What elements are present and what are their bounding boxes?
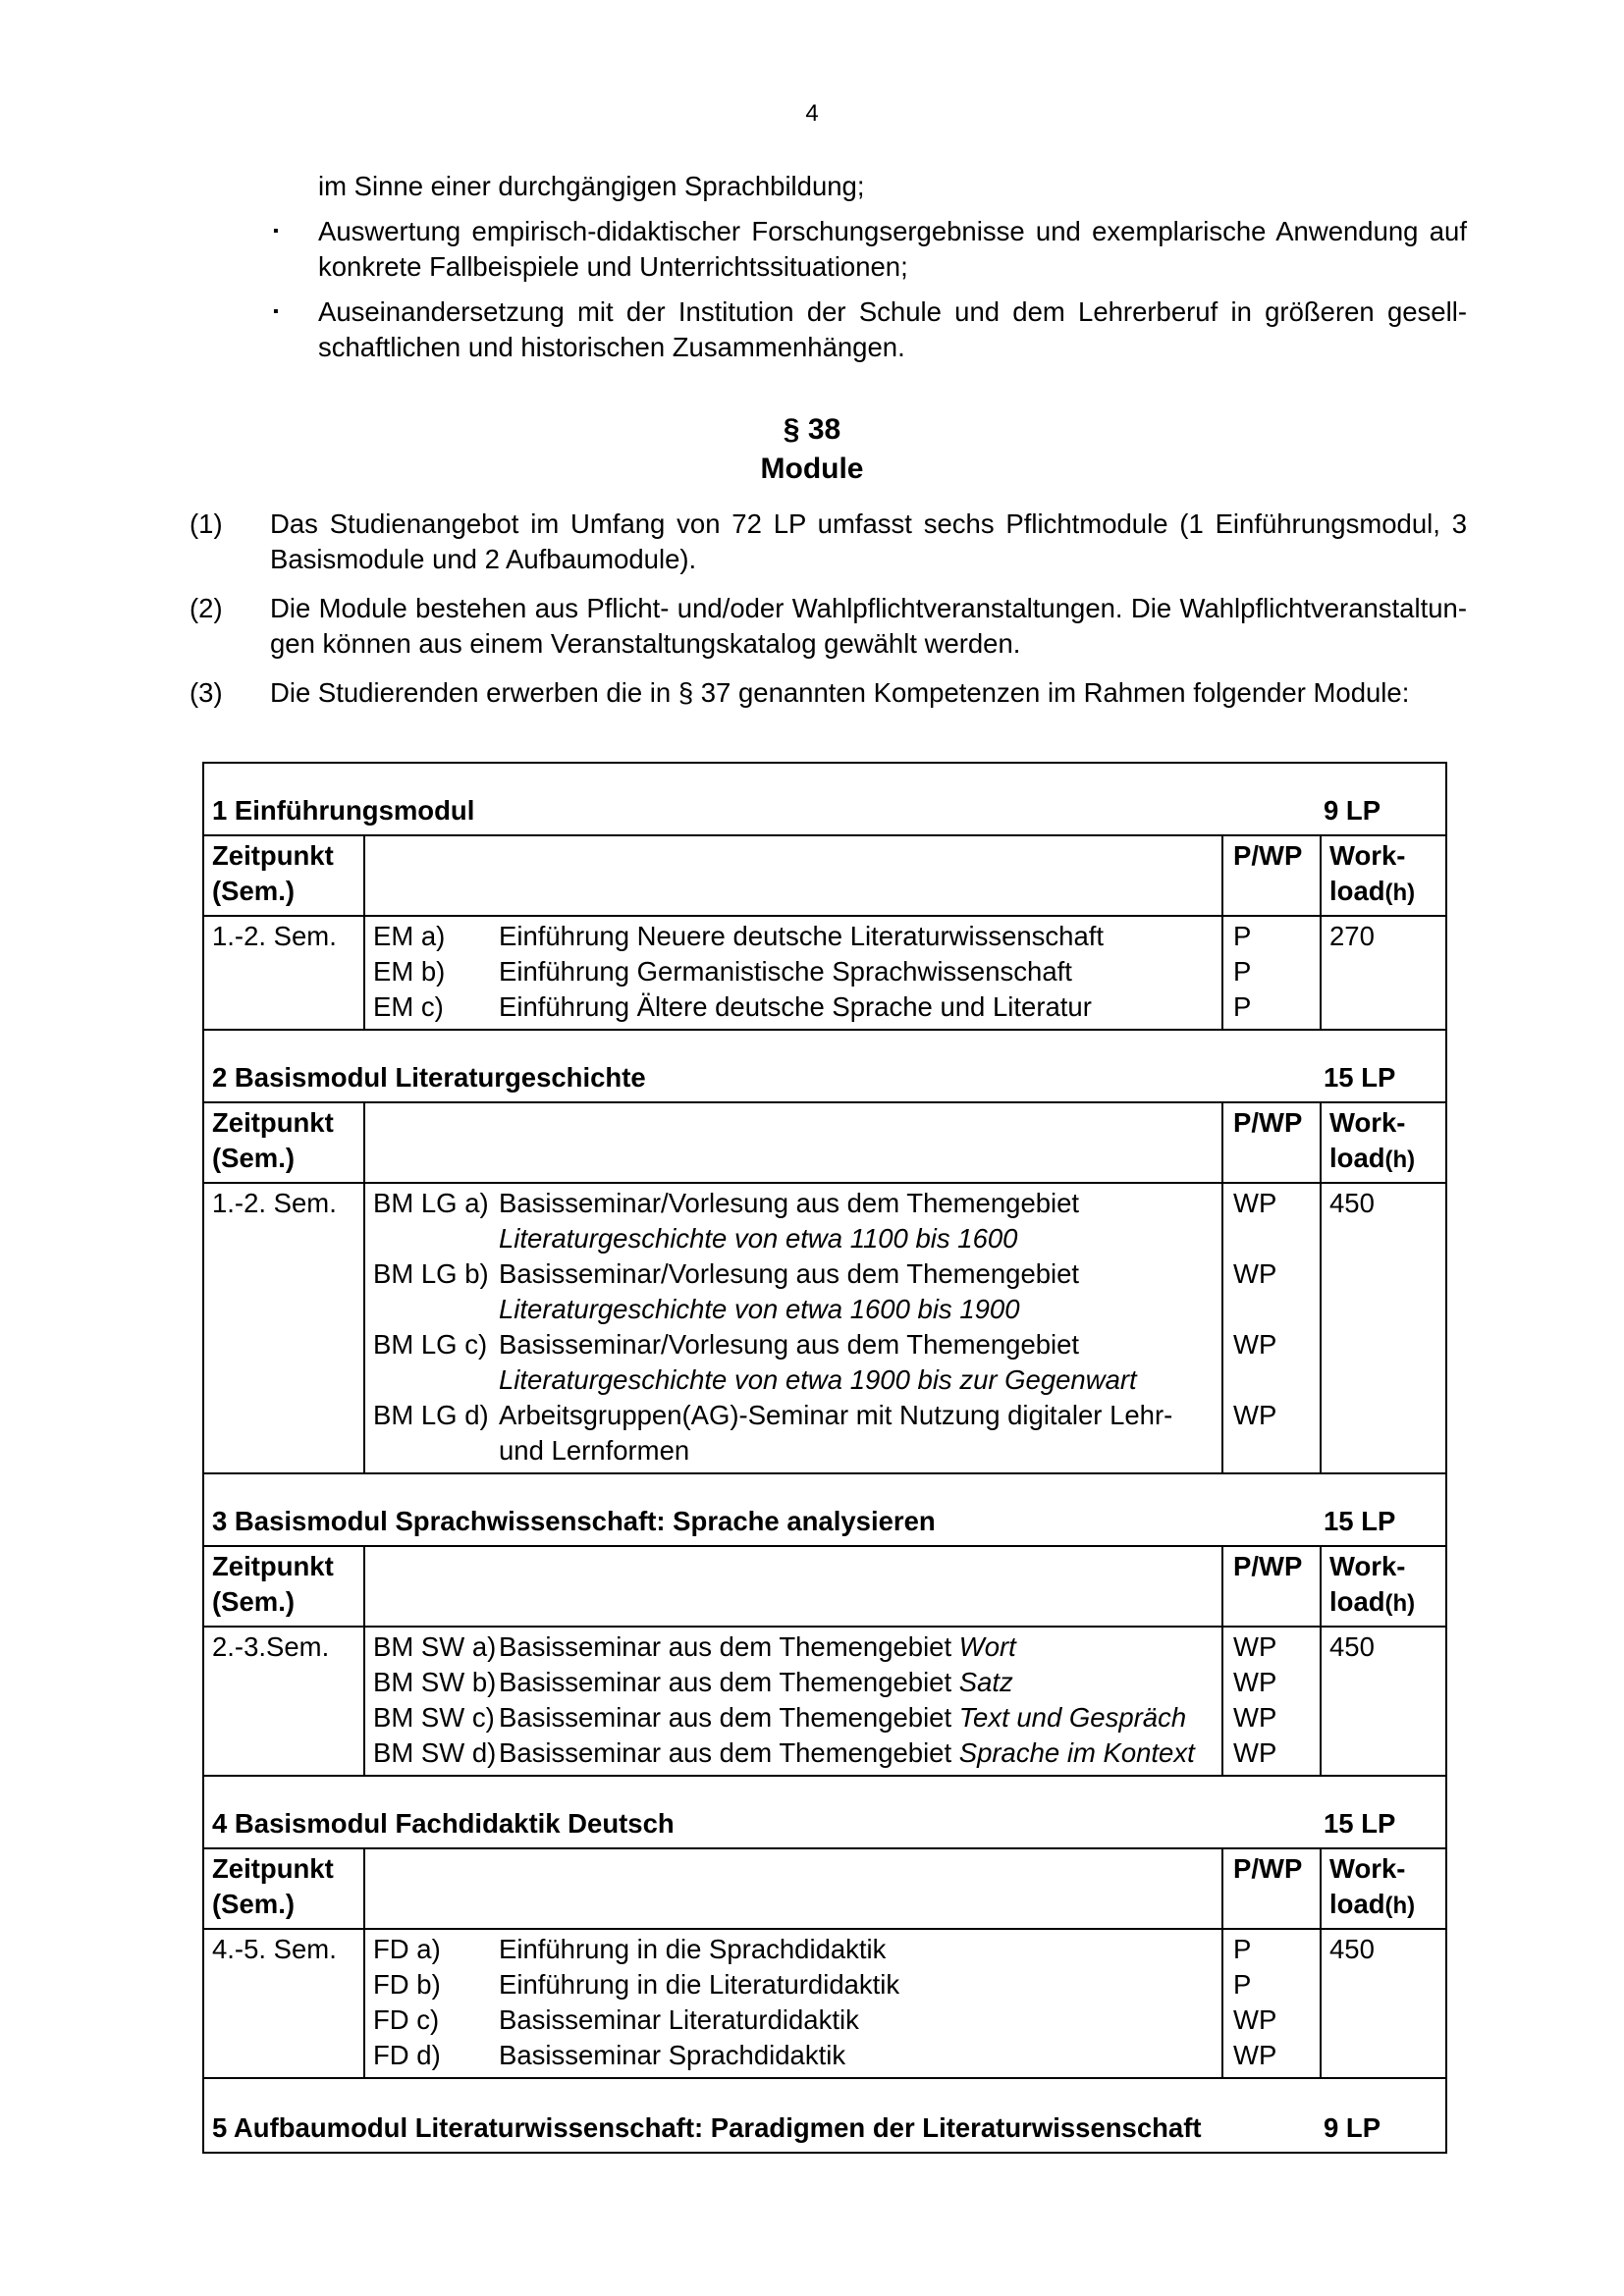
module-body-row — [204, 1930, 1445, 2077]
course-item — [373, 1665, 1214, 1700]
course-desc: Basisseminar aus dem Themengebiet — [499, 1737, 959, 1768]
paragraph-text: Das Studienangebot im Umfang von 72 LP umfasst sechs Pflichtmodule (1 Einführungsmodul, 3 Basismodule und 2 Aufbaumodule). — [270, 508, 1467, 574]
course-code: BM SW d) — [373, 1737, 497, 1768]
module-body-row — [204, 1184, 1445, 1472]
pwp-value: WP — [1233, 1737, 1277, 1768]
paragraph — [189, 591, 1467, 662]
module-title: 3 Basismodul Sprachwissenschaft: Sprache analysieren — [212, 1506, 936, 1536]
course-desc: Arbeitsgruppen(AG)-Seminar mit Nutzung digitaler Lehr- — [499, 1400, 1173, 1430]
course-desc: Basisseminar aus dem Themengebiet — [499, 1631, 959, 1662]
header-sem: (Sem.) — [212, 1889, 296, 1919]
course-code: BM LG c) — [373, 1329, 488, 1360]
pwp-cell — [1223, 917, 1322, 1029]
column-header-time — [204, 1103, 365, 1182]
course-item — [373, 2002, 1214, 2038]
column-header-row — [204, 1547, 1445, 1628]
pwp-value: WP — [1233, 1329, 1277, 1360]
section-heading — [0, 410, 1624, 489]
column-header-time — [204, 1849, 365, 1928]
header-work: Work- — [1329, 1853, 1406, 1884]
header-work: Work- — [1329, 840, 1406, 871]
module-header — [204, 2077, 1445, 2152]
course-desc: Einführung in die Sprachdidaktik — [499, 1934, 887, 1964]
bullet-text: Auswertung empirisch-didaktischer Forschungsergebnisse und exemplarische Anwendung auf konkrete Fallbeispiele und Unterrichtssituationen; — [318, 216, 1467, 282]
course-item — [373, 1735, 1214, 1771]
paragraph-number: (1) — [189, 508, 223, 539]
pwp-value: P — [1233, 991, 1252, 1022]
section-title: Module — [760, 453, 864, 485]
course-period: Literaturgeschichte von etwa 1900 bis zur Gegenwart — [499, 1364, 1137, 1395]
module-credits: 15 LP — [1324, 1062, 1396, 1093]
course-code: BM LG a) — [373, 1188, 489, 1218]
column-header-pwp: P/WP — [1223, 836, 1322, 915]
module-title: 4 Basismodul Fachdidaktik Deutsch — [212, 1808, 675, 1839]
course-period: Literaturgeschichte von etwa 1100 bis 1600 — [499, 1223, 1018, 1254]
column-header-workload — [1322, 836, 1445, 915]
course-item — [373, 1186, 1214, 1256]
continuation-line: im Sinne einer durchgängigen Sprachbildung; — [318, 171, 865, 201]
module-title: 2 Basismodul Literaturgeschichte — [212, 1062, 646, 1093]
header-zeitpunkt: Zeitpunkt — [212, 1551, 334, 1581]
header-h: (h) — [1384, 1147, 1416, 1173]
pwp-value: WP — [1233, 1702, 1277, 1733]
course-desc: Basisseminar Literaturdidaktik — [499, 2004, 859, 2035]
header-work: Work- — [1329, 1551, 1406, 1581]
course-code: FD b) — [373, 1969, 441, 2000]
module-title: 1 Einführungsmodul — [212, 795, 475, 826]
column-header-course — [365, 1547, 1223, 1626]
course-item — [373, 989, 1214, 1025]
paragraph-text: Die Module bestehen aus Pflicht- und/oder Wahlpflichtveranstaltungen. Die Wahlpflichtveranstaltungen können aus einem Veranstaltungskatalog gewählt werden. — [270, 593, 1467, 659]
module-credits: 9 LP — [1324, 795, 1381, 826]
module-credits: 15 LP — [1324, 1808, 1396, 1839]
course-code: EM b) — [373, 956, 446, 987]
pwp-value: P — [1233, 1969, 1252, 2000]
course-cell — [365, 917, 1223, 1029]
header-h: (h) — [1384, 1893, 1416, 1919]
page-number: 4 — [805, 100, 819, 127]
paragraph-number: (3) — [189, 677, 223, 708]
course-code: BM LG b) — [373, 1258, 489, 1289]
course-cell — [365, 1628, 1223, 1775]
course-cell — [365, 1184, 1223, 1472]
course-code: BM SW c) — [373, 1702, 495, 1733]
workload-cell: 450 — [1329, 1188, 1375, 1218]
column-header-row — [204, 1103, 1445, 1184]
module-body-row — [204, 917, 1445, 1029]
column-header-time — [204, 1547, 365, 1626]
semester-cell: 4.-5. Sem. — [204, 1930, 365, 2077]
course-period: Literaturgeschichte von etwa 1600 bis 1900 — [499, 1294, 1020, 1324]
semester-cell: 1.-2. Sem. — [204, 917, 365, 1029]
pwp-value: WP — [1233, 1258, 1277, 1289]
course-topic: Wort — [958, 1631, 1016, 1662]
course-desc: Basisseminar/Vorlesung aus dem Themengebiet — [499, 1188, 1080, 1218]
header-work: Work- — [1329, 1107, 1406, 1138]
course-item — [373, 1256, 1214, 1327]
pwp-value: P — [1233, 1934, 1252, 1964]
pwp-value: WP — [1233, 1188, 1277, 1218]
course-desc: Basisseminar Sprachdidaktik — [499, 2040, 846, 2070]
course-desc-cont: und Lernformen — [499, 1435, 690, 1466]
paragraph-number: (2) — [189, 593, 223, 623]
course-item — [373, 1398, 1214, 1468]
pwp-cell — [1223, 1184, 1322, 1472]
course-item — [373, 919, 1214, 954]
course-code: FD d) — [373, 2040, 441, 2070]
module-table — [202, 762, 1447, 2154]
course-topic: Text und Gespräch — [958, 1702, 1187, 1733]
course-code: FD a) — [373, 1934, 441, 1964]
header-load: load — [1329, 1889, 1385, 1919]
column-header-pwp: P/WP — [1223, 1547, 1322, 1626]
intro-text — [265, 169, 1467, 365]
module-header — [204, 764, 1445, 836]
header-sem: (Sem.) — [212, 876, 296, 906]
header-zeitpunkt: Zeitpunkt — [212, 1107, 334, 1138]
bullet-item — [265, 214, 1467, 285]
course-code: BM LG d) — [373, 1400, 489, 1430]
bullet-icon: ▪ — [273, 303, 279, 320]
pwp-value: P — [1233, 956, 1252, 987]
column-header-course — [365, 1103, 1223, 1182]
course-item — [373, 1700, 1214, 1735]
module-header — [204, 1029, 1445, 1103]
course-code: EM c) — [373, 991, 444, 1022]
course-cell — [365, 1930, 1223, 2077]
workload-cell: 450 — [1329, 1934, 1375, 1964]
column-header-pwp: P/WP — [1223, 1103, 1322, 1182]
module-body-row — [204, 1628, 1445, 1775]
workload-cell: 450 — [1329, 1631, 1375, 1662]
column-header-row — [204, 836, 1445, 917]
course-code: BM SW a) — [373, 1631, 497, 1662]
paragraph-list — [189, 507, 1467, 724]
course-desc: Basisseminar/Vorlesung aus dem Themengebiet — [499, 1329, 1080, 1360]
header-zeitpunkt: Zeitpunkt — [212, 840, 334, 871]
course-code: FD c) — [373, 2004, 440, 2035]
header-sem: (Sem.) — [212, 1586, 296, 1617]
pwp-value: WP — [1233, 1400, 1277, 1430]
course-item — [373, 1932, 1214, 1967]
header-load: load — [1329, 876, 1385, 906]
course-code: EM a) — [373, 921, 446, 951]
course-item — [373, 2038, 1214, 2073]
course-code: BM SW b) — [373, 1667, 497, 1697]
course-desc: Einführung in die Literaturdidaktik — [499, 1969, 900, 2000]
workload-cell: 270 — [1329, 921, 1375, 951]
course-desc: Basisseminar aus dem Themengebiet — [499, 1702, 959, 1733]
course-desc: Einführung Neuere deutsche Literaturwissenschaft — [499, 921, 1105, 951]
column-header-course — [365, 836, 1223, 915]
column-header-row — [204, 1849, 1445, 1930]
pwp-value: WP — [1233, 1631, 1277, 1662]
course-desc: Basisseminar/Vorlesung aus dem Themengebiet — [499, 1258, 1080, 1289]
module-credits: 15 LP — [1324, 1506, 1396, 1536]
semester-cell: 2.-3.Sem. — [204, 1628, 365, 1775]
bullet-text: Auseinandersetzung mit der Institution der Schule und dem Lehrerberuf in größeren gesellschaftlichen und historischen Zusammenhängen. — [318, 296, 1467, 362]
column-header-course — [365, 1849, 1223, 1928]
header-load: load — [1329, 1143, 1385, 1173]
column-header-workload — [1322, 1547, 1445, 1626]
course-desc: Basisseminar aus dem Themengebiet — [499, 1667, 959, 1697]
course-item — [373, 954, 1214, 989]
module-header — [204, 1775, 1445, 1849]
column-header-workload — [1322, 1103, 1445, 1182]
column-header-workload — [1322, 1849, 1445, 1928]
module-credits: 9 LP — [1324, 2112, 1381, 2143]
pwp-cell — [1223, 1930, 1322, 2077]
paragraph — [189, 675, 1467, 711]
header-load: load — [1329, 1586, 1385, 1617]
course-item — [373, 1629, 1214, 1665]
pwp-value: WP — [1233, 2040, 1277, 2070]
paragraph-text: Die Studierenden erwerben die in § 37 genannten Kompetenzen im Rahmen folgender Module: — [270, 677, 1410, 708]
header-sem: (Sem.) — [212, 1143, 296, 1173]
bullet-icon: ▪ — [273, 223, 279, 240]
pwp-value: WP — [1233, 2004, 1277, 2035]
bullet-item — [265, 294, 1467, 365]
pwp-cell — [1223, 1628, 1322, 1775]
course-item — [373, 1327, 1214, 1398]
pwp-value: P — [1233, 921, 1252, 951]
course-topic: Satz — [958, 1667, 1013, 1697]
course-desc: Einführung Ältere deutsche Sprache und Literatur — [499, 991, 1092, 1022]
header-h: (h) — [1384, 880, 1416, 906]
module-title: 5 Aufbaumodul Literaturwissenschaft: Paradigmen der Literaturwissenschaft — [212, 2112, 1202, 2143]
semester-cell: 1.-2. Sem. — [204, 1184, 365, 1472]
column-header-time — [204, 836, 365, 915]
header-h: (h) — [1384, 1590, 1416, 1617]
section-number: § 38 — [783, 413, 841, 446]
header-zeitpunkt: Zeitpunkt — [212, 1853, 334, 1884]
course-desc: Einführung Germanistische Sprachwissenschaft — [499, 956, 1072, 987]
course-topic: Sprache im Kontext — [958, 1737, 1195, 1768]
course-item — [373, 1967, 1214, 2002]
pwp-value: WP — [1233, 1667, 1277, 1697]
paragraph — [189, 507, 1467, 577]
module-header — [204, 1472, 1445, 1547]
column-header-pwp: P/WP — [1223, 1849, 1322, 1928]
